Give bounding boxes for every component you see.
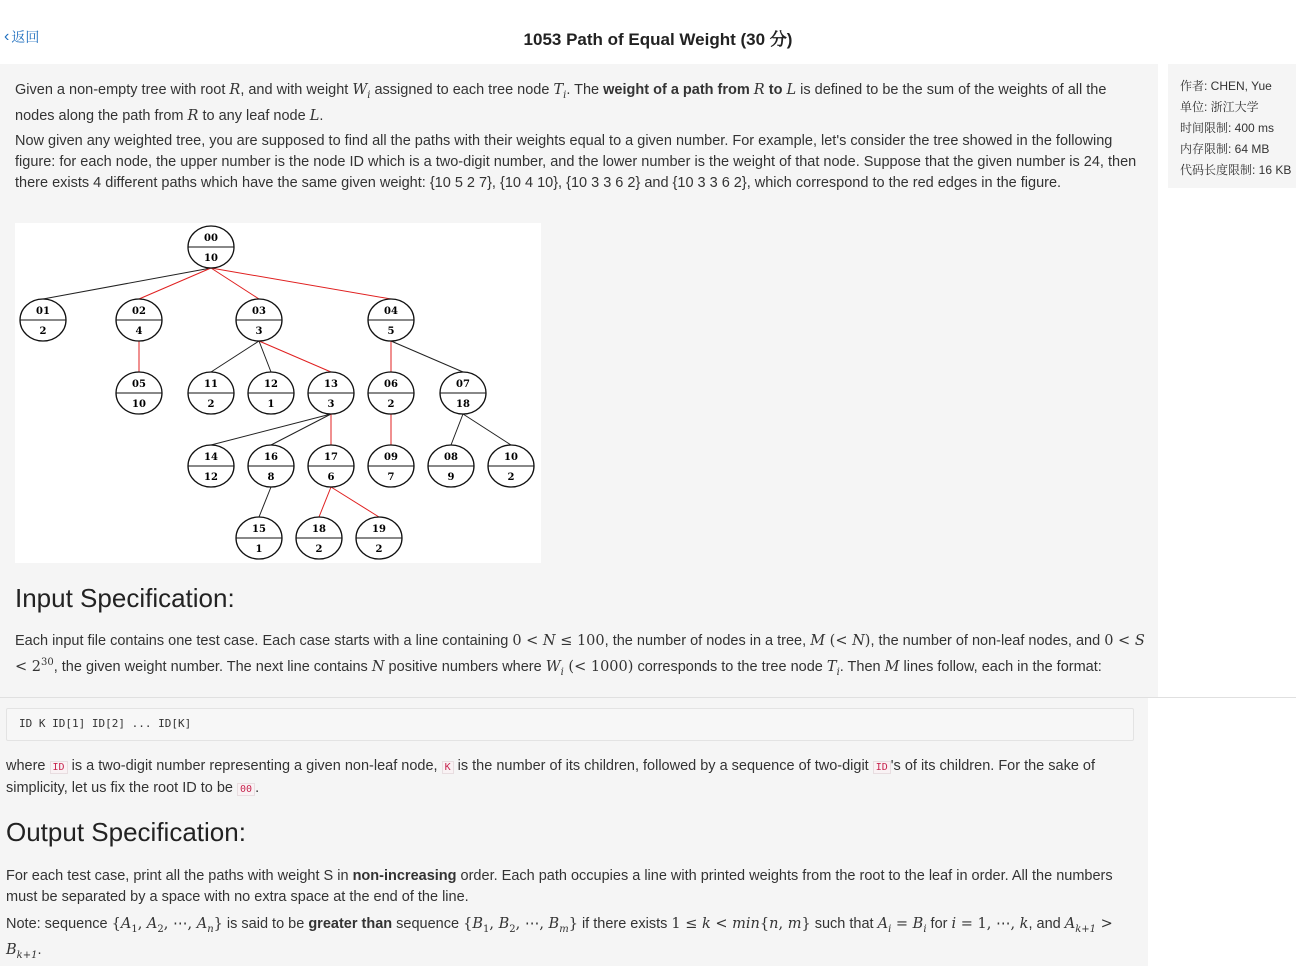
memory-limit-info: 内存限制: 64 MB [1180, 142, 1270, 156]
tree-node-weight: 2 [507, 472, 515, 483]
tree-node-16 [248, 445, 294, 487]
tree-node-id: 15 [252, 524, 266, 535]
tree-node-weight: 2 [39, 326, 47, 337]
tree-node-id: 04 [384, 306, 398, 317]
tree-node-09 [368, 445, 414, 487]
back-label: 返回 [11, 29, 40, 45]
tree-node-id: 01 [36, 306, 50, 317]
tree-node-05 [116, 372, 162, 414]
tree-node-weight: 8 [267, 472, 275, 483]
problem-info-panel [1168, 64, 1296, 188]
output-spec-text: For each test case, print all the paths with weight S in non-increasing order. Each path occupies a line with printed weights from the root to the leaf in order. All the numbers must be separated by a space with no extra space at the end of the line. [6, 868, 1113, 905]
tree-node-weight: 7 [387, 472, 395, 483]
note-paragraph: Note: sequence {$A_1$, $A_2$, ⋯, $A_n$} is said to be greater than sequence {$B_1$, $B_2$, ⋯, $B_m$} if there exists 1 ≤ k < min{n, m} such that $A_i = B_i$ for i = 1, ⋯, k, and $A_{k+1} > B_{k+1}$. [6, 916, 1113, 961]
problem-body [0, 64, 1158, 698]
tree-edge-13-14 [211, 414, 331, 445]
input-spec-text: Each input file contains one test case. Each case starts with a line containing 0 < N ≤ 100, the number of nodes in a tree, M (< N), the number of non-leaf nodes, and $0 < S < 2^{30}$, the given weight number. The next line contains N positive numbers where $W_i$ (< 1000) corresponds to the tree node $T_i$. Then M lines follow, each in the format: [15, 633, 1145, 678]
problem-paragraph-2: Now given any weighted tree, you are supposed to find all the paths with their weights equal to a given number. For example, let's consider the tree showed in the following figure: for each node, the upper number is the node ID which is a two-digit number, and the lower number is the weight of that node. Suppose that the given number is 24, then there exists 4 different paths which have the same given weight: {10 5 2 7}, {10 4 10}, {10 3 3 6 2} and {10 3 3 6 2}, which correspond to the red edges in the figure. [15, 133, 1137, 191]
tree-edge-00-01 [43, 268, 211, 299]
tree-node-17 [308, 445, 354, 487]
tree-node-weight: 10 [204, 253, 218, 264]
tree-node-id: 07 [456, 379, 470, 390]
format-code-block [6, 708, 1134, 741]
tree-figure [15, 223, 541, 563]
tree-node-weight: 12 [204, 472, 218, 483]
tree-edge-16-15 [259, 487, 271, 517]
tree-edge-03-11 [211, 341, 259, 372]
tree-node-id: 12 [264, 379, 278, 390]
tree-edge-00-02 [139, 268, 211, 299]
problem-paragraph-1: Given a non-empty tree with root R, and with weight $W_i$ assigned to each tree node $T_i$. The weight of a path from R to L is defined to be the sum of the weights of all the nodes along the path from R to any leaf node L. [15, 82, 1107, 124]
tree-node-id: 13 [324, 379, 338, 390]
tree-edge-04-07 [391, 341, 463, 372]
unit-info: 单位: 浙江大学 [1180, 100, 1259, 114]
tree-node-id: 18 [312, 524, 326, 535]
tree-node-id: 08 [444, 452, 458, 463]
tree-node-weight: 1 [255, 544, 263, 555]
tree-node-13 [308, 372, 354, 414]
tree-node-id: 14 [204, 452, 218, 463]
tree-node-weight: 2 [207, 399, 215, 410]
tree-node-07 [440, 372, 486, 414]
tree-node-11 [188, 372, 234, 414]
output-spec-heading: Output Specification: [6, 817, 246, 847]
tree-node-18 [296, 517, 342, 559]
tree-node-weight: 1 [267, 399, 275, 410]
tree-node-id: 03 [252, 306, 266, 317]
tree-edge-00-04 [211, 268, 391, 299]
tree-node-weight: 3 [255, 326, 263, 337]
tree-node-00 [188, 226, 234, 268]
tree-node-id: 16 [264, 452, 278, 463]
tree-edge-17-18 [319, 487, 331, 517]
tree-node-weight: 9 [447, 472, 455, 483]
tree-diagram [15, 223, 541, 563]
tree-node-19 [356, 517, 402, 559]
tree-node-weight: 3 [327, 399, 335, 410]
tree-node-weight: 18 [456, 399, 470, 410]
tree-node-02 [116, 299, 162, 341]
tree-node-weight: 2 [375, 544, 383, 555]
tree-node-08 [428, 445, 474, 487]
tree-node-id: 00 [204, 233, 218, 244]
tree-node-weight: 5 [387, 326, 395, 337]
tree-node-04 [368, 299, 414, 341]
tree-edge-13-16 [271, 414, 331, 445]
format-code-text: ID K ID[1] ID[2] ... ID[K] [19, 717, 192, 730]
tree-node-06 [368, 372, 414, 414]
tree-node-id: 17 [324, 452, 338, 463]
top-bar [0, 0, 1296, 64]
time-limit-info: 时间限制: 400 ms [1180, 121, 1275, 135]
tree-node-10 [488, 445, 534, 487]
tree-node-03 [236, 299, 282, 341]
tree-node-id: 09 [384, 452, 398, 463]
tree-node-weight: 2 [315, 544, 323, 555]
code-limit-info: 代码长度限制: 16 KB [1180, 163, 1292, 177]
author-info: 作者: CHEN, Yue [1180, 79, 1272, 93]
tree-edge-17-19 [331, 487, 379, 517]
tree-node-12 [248, 372, 294, 414]
page-title: 1053 Path of Equal Weight (30 分) [523, 30, 793, 49]
tree-edge-00-03 [211, 268, 259, 299]
tree-node-weight: 10 [132, 399, 146, 410]
tree-node-id: 11 [204, 379, 218, 390]
tree-edge-07-10 [463, 414, 511, 445]
tree-node-id: 19 [372, 524, 386, 535]
chevron-left-icon: ‹ [4, 28, 10, 45]
input-spec-heading: Input Specification: [15, 583, 235, 613]
tree-node-id: 02 [132, 306, 146, 317]
tree-node-id: 05 [132, 379, 146, 390]
tree-node-weight: 4 [135, 326, 143, 337]
tree-node-14 [188, 445, 234, 487]
tree-edge-03-13 [259, 341, 331, 372]
tree-node-id: 10 [504, 452, 518, 463]
tree-node-01 [20, 299, 66, 341]
where-paragraph: where ID is a two-digit number representing a given non-leaf node, K is the number of its children, followed by a sequence of two-digit ID 's of its children. For the sake of simplicity, let us fix the root ID to be 00 . [6, 758, 1096, 796]
tree-edge-07-08 [451, 414, 463, 445]
tree-node-weight: 6 [327, 472, 335, 483]
tree-node-id: 06 [384, 379, 398, 390]
tree-node-15 [236, 517, 282, 559]
tree-node-weight: 2 [387, 399, 395, 410]
